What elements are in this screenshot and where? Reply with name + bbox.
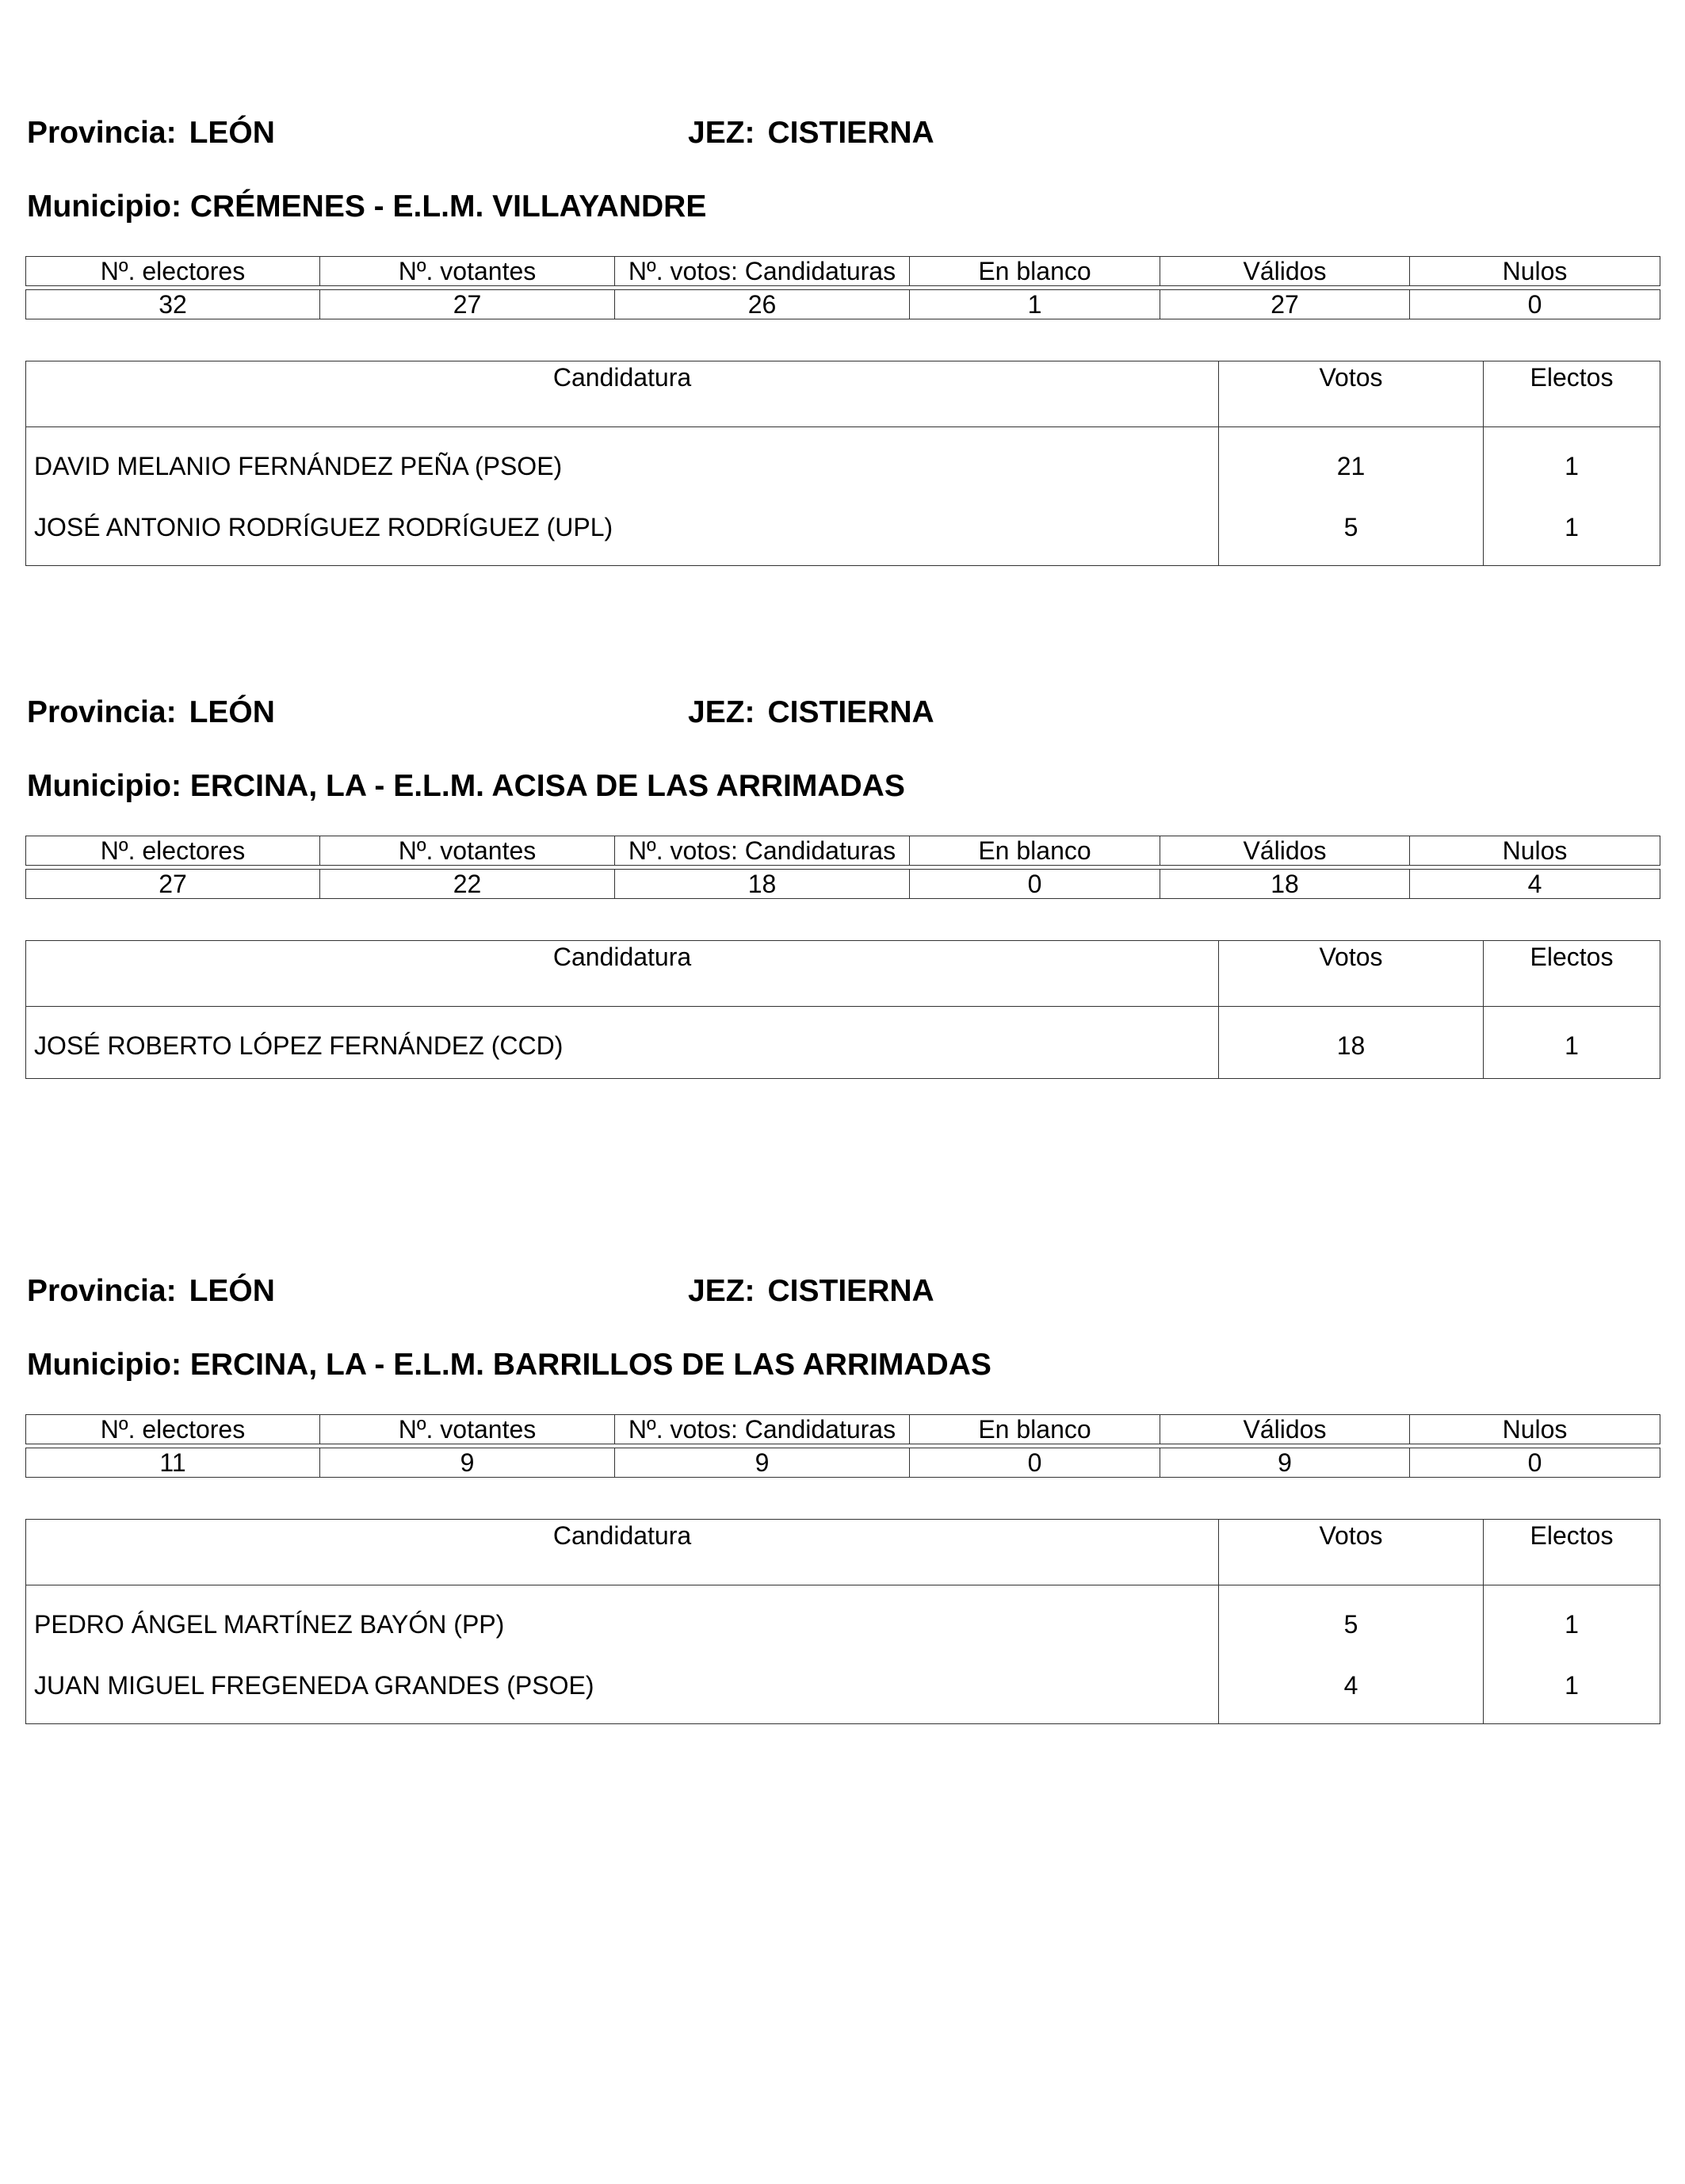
provincia-label: Provincia: — [27, 116, 177, 150]
provincia-value: LEÓN — [189, 695, 275, 729]
provincia-line — [27, 115, 275, 151]
stats-header-cell: Nº. electores — [26, 1415, 320, 1444]
stats-value-cell: 0 — [910, 870, 1160, 899]
stats-value-cell: 32 — [26, 290, 320, 319]
candidates-header-row — [26, 361, 1660, 427]
stats-header-cell: Válidos — [1160, 836, 1410, 866]
table-row — [26, 494, 1660, 566]
stats-table — [25, 256, 1660, 319]
table-row — [26, 1585, 1660, 1653]
stats-header-row — [26, 836, 1660, 866]
candidate-electos: 1 — [1484, 1007, 1660, 1079]
stats-header-cell: Nº. votantes — [320, 836, 615, 866]
electos-header: Electos — [1484, 361, 1660, 427]
provincia-value: LEÓN — [189, 116, 275, 150]
stats-header-cell: Nº. votos: Candidaturas — [615, 836, 910, 866]
jez-value: CISTIERNA — [767, 1274, 934, 1308]
stats-header-cell: Nulos — [1410, 836, 1660, 866]
table-row — [26, 1652, 1660, 1724]
candidates-header-row — [26, 1520, 1660, 1585]
stats-value-cell: 9 — [615, 1448, 910, 1478]
provincia-label: Provincia: — [27, 1274, 177, 1308]
electos-header: Electos — [1484, 1520, 1660, 1585]
stats-header-cell: En blanco — [910, 836, 1160, 866]
candidate-name: PEDRO ÁNGEL MARTÍNEZ BAYÓN (PP) — [26, 1585, 1219, 1653]
stats-value-cell: 0 — [910, 1448, 1160, 1478]
candidate-electos: 1 — [1484, 1585, 1660, 1653]
stats-header-cell: Válidos — [1160, 1415, 1410, 1444]
electos-header: Electos — [1484, 941, 1660, 1007]
candidate-name: DAVID MELANIO FERNÁNDEZ PEÑA (PSOE) — [26, 427, 1219, 495]
votos-header: Votos — [1219, 361, 1484, 427]
candidate-electos: 1 — [1484, 427, 1660, 495]
votos-header: Votos — [1219, 941, 1484, 1007]
candidate-votos: 5 — [1219, 494, 1484, 566]
table-row — [26, 427, 1660, 495]
stats-header-row — [26, 1415, 1660, 1444]
candidate-name: JOSÉ ANTONIO RODRÍGUEZ RODRÍGUEZ (UPL) — [26, 494, 1219, 566]
stats-value-cell: 11 — [26, 1448, 320, 1478]
stats-value-cell: 1 — [910, 290, 1160, 319]
candidates-header-row — [26, 941, 1660, 1007]
jez-line — [688, 694, 934, 731]
table-row — [26, 1007, 1660, 1079]
candidatura-header: Candidatura — [26, 361, 1219, 427]
municipio-value: ERCINA, LA - E.L.M. BARRILLOS DE LAS ARRIMADAS — [189, 1348, 992, 1382]
municipio-line — [27, 768, 905, 805]
stats-table — [25, 1414, 1660, 1478]
stats-value-cell: 18 — [615, 870, 910, 899]
candidatura-header: Candidatura — [26, 1520, 1219, 1585]
stats-header-cell: Nº. votos: Candidaturas — [615, 1415, 910, 1444]
stats-header-cell: Nº. votantes — [320, 1415, 615, 1444]
jez-line — [688, 115, 934, 151]
candidatura-header: Candidatura — [26, 941, 1219, 1007]
candidate-votos: 18 — [1219, 1007, 1484, 1079]
candidate-name: JUAN MIGUEL FREGENEDA GRANDES (PSOE) — [26, 1652, 1219, 1724]
stats-header-row — [26, 257, 1660, 286]
stats-value-cell: 18 — [1160, 870, 1410, 899]
jez-label: JEZ: — [688, 116, 755, 150]
stats-header-cell: Nulos — [1410, 1415, 1660, 1444]
candidates-table — [25, 940, 1660, 1079]
candidate-electos: 1 — [1484, 1652, 1660, 1724]
candidate-name: JOSÉ ROBERTO LÓPEZ FERNÁNDEZ (CCD) — [26, 1007, 1219, 1079]
candidate-votos: 4 — [1219, 1652, 1484, 1724]
stats-value-cell: 9 — [1160, 1448, 1410, 1478]
stats-value-row — [26, 870, 1660, 899]
stats-value-cell: 26 — [615, 290, 910, 319]
municipio-value: CRÉMENES - E.L.M. VILLAYANDRE — [189, 189, 707, 224]
stats-value-cell: 9 — [320, 1448, 615, 1478]
stats-value-cell: 27 — [1160, 290, 1410, 319]
jez-line — [688, 1273, 934, 1310]
stats-header-cell: En blanco — [910, 257, 1160, 286]
provincia-value: LEÓN — [189, 1274, 275, 1308]
stats-value-row — [26, 1448, 1660, 1478]
candidate-votos: 21 — [1219, 427, 1484, 495]
jez-value: CISTIERNA — [767, 695, 934, 729]
stats-value-cell: 27 — [26, 870, 320, 899]
candidate-electos: 1 — [1484, 494, 1660, 566]
stats-value-cell: 0 — [1410, 290, 1660, 319]
provincia-line — [27, 1273, 275, 1310]
stats-header-cell: Nº. electores — [26, 836, 320, 866]
stats-value-cell: 27 — [320, 290, 615, 319]
municipio-line — [27, 189, 706, 225]
stats-header-cell: Nº. votantes — [320, 257, 615, 286]
municipio-label: Municipio: — [27, 1348, 181, 1382]
stats-value-row — [26, 290, 1660, 319]
stats-header-cell: Nulos — [1410, 257, 1660, 286]
provincia-label: Provincia: — [27, 695, 177, 729]
municipio-label: Municipio: — [27, 769, 181, 803]
stats-table — [25, 836, 1660, 899]
provincia-line — [27, 694, 275, 731]
stats-header-cell: En blanco — [910, 1415, 1160, 1444]
jez-value: CISTIERNA — [767, 116, 934, 150]
stats-value-cell: 22 — [320, 870, 615, 899]
stats-header-cell: Válidos — [1160, 257, 1410, 286]
municipio-line — [27, 1347, 992, 1383]
stats-header-cell: Nº. votos: Candidaturas — [615, 257, 910, 286]
municipio-value: ERCINA, LA - E.L.M. ACISA DE LAS ARRIMADAS — [189, 769, 905, 803]
votos-header: Votos — [1219, 1520, 1484, 1585]
candidate-votos: 5 — [1219, 1585, 1484, 1653]
stats-value-cell: 0 — [1410, 1448, 1660, 1478]
jez-label: JEZ: — [688, 1274, 755, 1308]
candidates-table — [25, 361, 1660, 566]
candidates-table — [25, 1519, 1660, 1724]
stats-header-cell: Nº. electores — [26, 257, 320, 286]
jez-label: JEZ: — [688, 695, 755, 729]
stats-value-cell: 4 — [1410, 870, 1660, 899]
municipio-label: Municipio: — [27, 189, 181, 224]
